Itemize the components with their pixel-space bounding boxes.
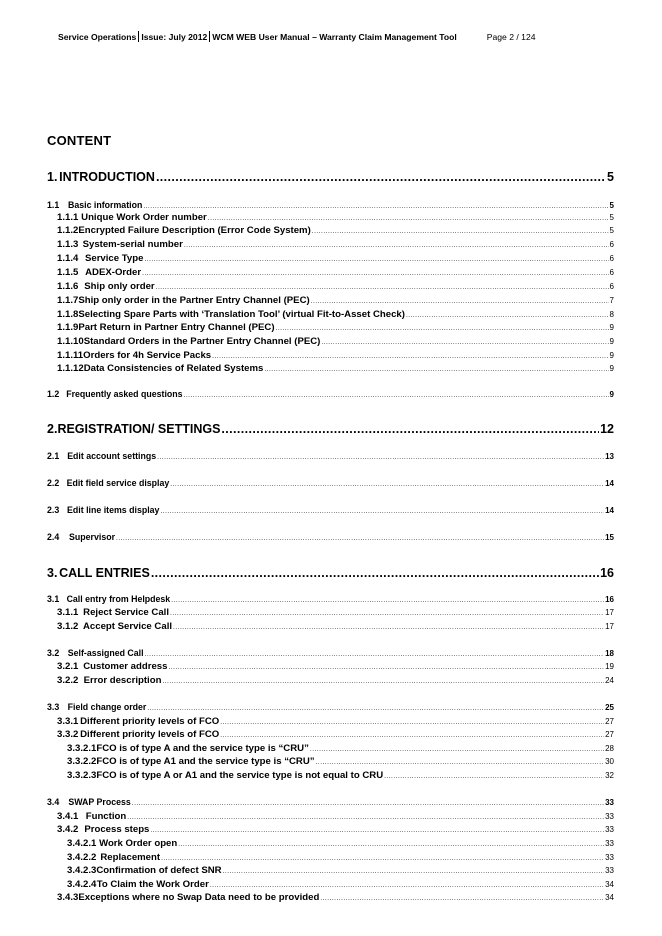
toc-entry-page: 17	[605, 622, 614, 631]
toc-entry-title[interactable]: Call entry from Helpdesk	[66, 594, 171, 604]
toc-entry[interactable]	[47, 702, 614, 712]
toc-entry-number: 1.1.12	[57, 363, 84, 374]
toc-entry[interactable]	[47, 824, 614, 835]
toc-entry-page: 9	[609, 364, 614, 373]
toc-entry[interactable]	[47, 729, 614, 740]
toc-entry-page: 32	[605, 771, 614, 780]
toc-entry-title[interactable]: FCO is of type A or A1 and the service type is not equal to CRU	[96, 770, 384, 781]
toc-entry-page: 33	[605, 798, 614, 807]
toc-entry-title[interactable]: System-serial number	[82, 239, 183, 250]
toc-entry[interactable]	[47, 281, 614, 292]
toc-dot-leader	[132, 800, 604, 807]
toc-dot-leader	[178, 841, 604, 848]
toc-entry-number: 2.3	[47, 505, 60, 515]
header-manual-title: WCM WEB User Manual – Warranty Claim Management Tool	[212, 32, 457, 42]
toc-entry-page: 9	[609, 323, 614, 332]
toc-dot-leader	[220, 719, 604, 726]
toc-dot-leader	[145, 651, 605, 658]
toc-entry[interactable]	[47, 451, 614, 461]
toc-dot-leader	[320, 895, 604, 902]
toc-entry-title[interactable]: FCO is of type A1 and the service type is “CRU”	[96, 756, 315, 767]
header-page-number: Page 2 / 124	[486, 32, 536, 42]
toc-entry-page: 16	[605, 595, 614, 604]
toc-entry-page: 16	[600, 566, 614, 580]
toc-entry[interactable]	[47, 838, 614, 849]
toc-entry-number: 3.3.2.1	[67, 743, 97, 754]
toc-entry-title[interactable]: Accept Service Call	[82, 621, 173, 632]
toc-entry[interactable]	[47, 336, 614, 347]
toc-entry-number: 1.1.8	[57, 309, 79, 320]
toc-dot-leader	[184, 242, 609, 249]
toc-entry-title[interactable]: Confirmation of defect SNR	[96, 865, 222, 876]
header-separator	[209, 31, 210, 42]
toc-entry[interactable]	[47, 239, 614, 250]
toc-entry-page: 25	[605, 703, 614, 712]
page-header	[58, 31, 618, 43]
toc-entry[interactable]	[47, 743, 614, 754]
toc-entry-title[interactable]: Encrypted Failure Description (Error Code System)	[78, 225, 311, 236]
toc-entry-number: 2.1	[47, 451, 60, 461]
toc-dot-leader	[406, 312, 609, 319]
toc-entry-title[interactable]: Basic information	[68, 200, 143, 210]
toc-entry-number: 3.1.2	[57, 621, 79, 632]
toc-entry[interactable]	[47, 389, 614, 399]
toc-dot-leader	[161, 855, 604, 862]
toc-entry-page: 6	[609, 282, 614, 291]
toc-dot-leader	[150, 827, 604, 834]
toc-entry[interactable]	[47, 716, 614, 727]
toc-dot-leader	[116, 535, 604, 542]
toc-entry-page: 18	[605, 649, 614, 658]
toc-entry-page: 5	[607, 170, 614, 184]
toc-entry-title[interactable]: Field change order	[67, 702, 147, 712]
toc-entry-title[interactable]: Customer address	[83, 661, 168, 672]
toc-entry-page: 9	[609, 351, 614, 360]
toc-entry-title[interactable]: Edit account settings	[67, 451, 157, 461]
toc-dot-leader	[156, 170, 606, 184]
toc-entry-number: 1.1.3	[57, 239, 79, 250]
toc-entry-number: 1.1.4	[57, 253, 79, 264]
toc-entry-number: 3.4.2.4	[67, 879, 97, 890]
toc-entry[interactable]	[47, 322, 614, 333]
toc-entry-title[interactable]: Work Order open	[99, 838, 178, 849]
toc-entry-page: 33	[605, 866, 614, 875]
toc-dot-leader	[221, 422, 599, 436]
toc-dot-leader	[384, 773, 604, 780]
toc-entry-title[interactable]: To Claim the Work Order	[96, 879, 209, 890]
toc-entry-page: 6	[609, 254, 614, 263]
toc-entry-number: 3.2.2	[57, 675, 79, 686]
toc-entry-page: 8	[609, 310, 614, 319]
toc-entry-title[interactable]: SWAP Process	[68, 797, 131, 807]
toc-entry[interactable]	[47, 253, 614, 264]
toc-entry-number: 2.4	[47, 532, 60, 542]
toc-entry-title[interactable]: Self-assigned Call	[67, 648, 144, 658]
toc-entry-number: 2.	[47, 422, 58, 436]
toc-entry-number: 3.3.1	[57, 716, 79, 727]
toc-dot-leader	[321, 339, 608, 346]
toc-dot-leader	[208, 215, 609, 222]
toc-entry[interactable]	[47, 661, 614, 672]
toc-dot-leader	[173, 624, 604, 631]
toc-entry[interactable]	[47, 170, 614, 184]
header-department: Service Operations	[58, 32, 137, 42]
toc-entry-title[interactable]: INTRODUCTION	[59, 170, 155, 184]
toc-entry-title[interactable]: Function	[85, 811, 127, 822]
toc-entry[interactable]	[47, 505, 614, 515]
toc-entry-number: 3.3.2.3	[67, 770, 97, 781]
toc-entry-page: 9	[609, 390, 614, 399]
toc-entry-number: 3.4.1	[57, 811, 79, 822]
toc-entry[interactable]	[47, 350, 614, 361]
toc-entry-number: 1.1.11	[57, 350, 84, 361]
toc-entry-page: 14	[605, 506, 614, 515]
toc-entry[interactable]	[47, 363, 614, 374]
toc-entry[interactable]	[47, 594, 614, 604]
toc-dot-leader	[144, 256, 608, 263]
toc-entry-page: 12	[600, 422, 614, 436]
toc-entry[interactable]	[47, 200, 614, 210]
toc-entry-number: 3.1.1	[57, 607, 79, 618]
toc-entry[interactable]	[47, 422, 614, 436]
toc-entry[interactable]	[47, 267, 614, 278]
toc-entry-title[interactable]: Selecting Spare Parts with ‘Translation Tool’ (virtual Fit-to-Asset Check)	[78, 309, 405, 320]
toc-dot-leader	[223, 868, 604, 875]
toc-entry[interactable]	[47, 309, 614, 320]
toc-entry-number: 1.1.9	[57, 322, 79, 333]
toc-entry-number: 3.4	[47, 797, 60, 807]
toc-entry-page: 19	[605, 662, 614, 671]
toc-dot-leader	[162, 678, 604, 685]
toc-entry-number: 3.3.2	[57, 729, 79, 740]
toc-entry-title[interactable]: Part Return in Partner Entry Channel (PEC)	[78, 322, 275, 333]
toc-entry[interactable]	[47, 648, 614, 658]
toc-entry[interactable]	[47, 675, 614, 686]
toc-entry-page: 33	[605, 839, 614, 848]
toc-entry-number: 3.4.2.2	[67, 852, 97, 863]
toc-entry-number: 1.1.1	[57, 212, 79, 223]
toc-entry[interactable]	[47, 607, 614, 618]
toc-entry-number: 1.1.2	[57, 225, 79, 236]
toc-entry-title[interactable]: Error description	[83, 675, 162, 686]
toc-dot-leader	[312, 228, 609, 235]
toc-entry[interactable]	[47, 225, 614, 236]
toc-entry[interactable]	[47, 566, 614, 580]
content-title: CONTENT	[47, 133, 112, 148]
toc-dot-leader	[220, 732, 604, 739]
toc-entry-number: 3.	[47, 566, 58, 580]
toc-dot-leader	[276, 325, 609, 332]
toc-entry-number: 3.2.1	[57, 661, 79, 672]
toc-entry-page: 13	[605, 452, 614, 461]
toc-entry-title[interactable]: Supervisor	[69, 532, 116, 542]
toc-entry[interactable]	[47, 879, 614, 890]
toc-entry-title[interactable]: Unique Work Order number	[81, 212, 207, 223]
toc-entry-page: 5	[609, 213, 614, 222]
toc-dot-leader	[212, 353, 608, 360]
toc-entry[interactable]	[47, 892, 614, 903]
toc-entry-page: 28	[605, 744, 614, 753]
toc-dot-leader	[168, 664, 604, 671]
toc-entry-page: 27	[605, 730, 614, 739]
toc-entry[interactable]	[47, 865, 614, 876]
toc-dot-leader	[142, 270, 608, 277]
toc-entry-title[interactable]: CALL ENTRIES	[59, 566, 150, 580]
toc-entry-title[interactable]: Orders for 4h Service Packs	[83, 350, 212, 361]
toc-entry-title[interactable]: Ship only order in the Partner Entry Channel (PEC)	[78, 295, 310, 306]
toc-entry[interactable]	[47, 797, 614, 807]
header-separator	[138, 31, 139, 42]
toc-dot-leader	[160, 508, 604, 515]
toc-dot-leader	[151, 566, 599, 580]
toc-entry-page: 34	[605, 880, 614, 889]
toc-entry-number: 3.3	[47, 702, 60, 712]
toc-entry-title[interactable]: Process steps	[84, 824, 150, 835]
toc-dot-leader	[143, 203, 608, 210]
toc-entry-number: 1.1.10	[57, 336, 84, 347]
toc-entry-page: 15	[605, 533, 614, 542]
toc-entry-title[interactable]: Data Consistencies of Related Systems	[83, 363, 264, 374]
toc-entry-number: 3.2	[47, 648, 60, 658]
toc-dot-leader	[170, 481, 604, 488]
toc-entry-page: 6	[609, 268, 614, 277]
toc-entry-title[interactable]: Different priority levels of FCO	[80, 729, 220, 740]
toc-entry-number: 1.1.5	[57, 267, 79, 278]
toc-entry-number: 1.	[47, 170, 58, 184]
toc-entry[interactable]	[47, 770, 614, 781]
toc-entry-page: 24	[605, 676, 614, 685]
toc-entry-number: 1.1	[47, 200, 60, 210]
toc-entry-page: 5	[609, 226, 614, 235]
toc-entry[interactable]	[47, 621, 614, 632]
toc-entry-title[interactable]: Edit field service display	[66, 478, 170, 488]
toc-dot-leader	[170, 610, 604, 617]
toc-entry-title[interactable]: FCO is of type A and the service type is “CRU”	[96, 743, 309, 754]
toc-entry[interactable]	[47, 852, 614, 863]
toc-dot-leader	[311, 298, 609, 305]
toc-entry-page: 7	[609, 296, 614, 305]
toc-dot-leader	[316, 759, 605, 766]
toc-entry-page: 33	[605, 812, 614, 821]
toc-entry-number: 3.4.2.1	[67, 838, 97, 849]
toc-entry-title[interactable]: REGISTRATION/ SETTINGS	[57, 422, 221, 436]
toc-entry[interactable]	[47, 756, 614, 767]
toc-entry-number: 3.1	[47, 594, 60, 604]
toc-entry-page: 14	[605, 479, 614, 488]
toc-entry-title[interactable]: Exceptions where no Swap Data need to be provided	[78, 892, 320, 903]
toc-dot-leader	[310, 746, 604, 753]
toc-entry-page: 5	[609, 201, 614, 210]
toc-entry-title[interactable]: Edit line items display	[67, 505, 160, 515]
toc-entry-title[interactable]: Ship only order	[84, 281, 155, 292]
toc-entry-number: 1.1.7	[57, 295, 79, 306]
toc-entry-page: 33	[605, 825, 614, 834]
toc-entry-number: 1.2	[47, 389, 60, 399]
toc-entry[interactable]	[47, 811, 614, 822]
toc-entry-title[interactable]: Standard Orders in the Partner Entry Channel (PEC)	[83, 336, 321, 347]
toc-entry-page: 9	[609, 337, 614, 346]
toc-dot-leader	[171, 597, 604, 604]
toc-entry-title[interactable]: ADEX-Order	[85, 267, 142, 278]
toc-dot-leader	[127, 814, 604, 821]
toc-entry-title[interactable]: Different priority levels of FCO	[80, 716, 220, 727]
toc-entry[interactable]	[47, 212, 614, 223]
toc-entry-number: 1.1.6	[57, 281, 79, 292]
toc-entry-page: 34	[605, 893, 614, 902]
toc-entry[interactable]	[47, 532, 614, 542]
toc-dot-leader	[264, 366, 608, 373]
toc-dot-leader	[147, 705, 604, 712]
toc-entry-number: 3.4.3	[57, 892, 79, 903]
toc-dot-leader	[157, 454, 604, 461]
toc-entry[interactable]	[47, 478, 614, 488]
toc-entry-page: 17	[605, 608, 614, 617]
toc-dot-leader	[184, 392, 609, 399]
toc-entry[interactable]	[47, 295, 614, 306]
toc-entry-page: 27	[605, 717, 614, 726]
toc-entry-title[interactable]: Frequently asked questions	[66, 389, 183, 399]
toc-entry-title[interactable]: Reject Service Call	[83, 607, 170, 618]
toc-dot-leader	[156, 284, 609, 291]
toc-entry-number: 3.3.2.2	[67, 756, 97, 767]
toc-entry-page: 6	[609, 240, 614, 249]
toc-entry-title[interactable]: Replacement	[100, 852, 161, 863]
toc-entry-number: 2.2	[47, 478, 60, 488]
toc-entry-page: 33	[605, 853, 614, 862]
toc-dot-leader	[210, 882, 604, 889]
toc-entry-page: 30	[605, 757, 614, 766]
header-issue: Issue: July 2012	[141, 32, 208, 42]
toc-entry-number: 3.4.2.3	[67, 865, 97, 876]
toc-entry-number: 3.4.2	[57, 824, 79, 835]
toc-entry-title[interactable]: Service Type	[84, 253, 144, 264]
